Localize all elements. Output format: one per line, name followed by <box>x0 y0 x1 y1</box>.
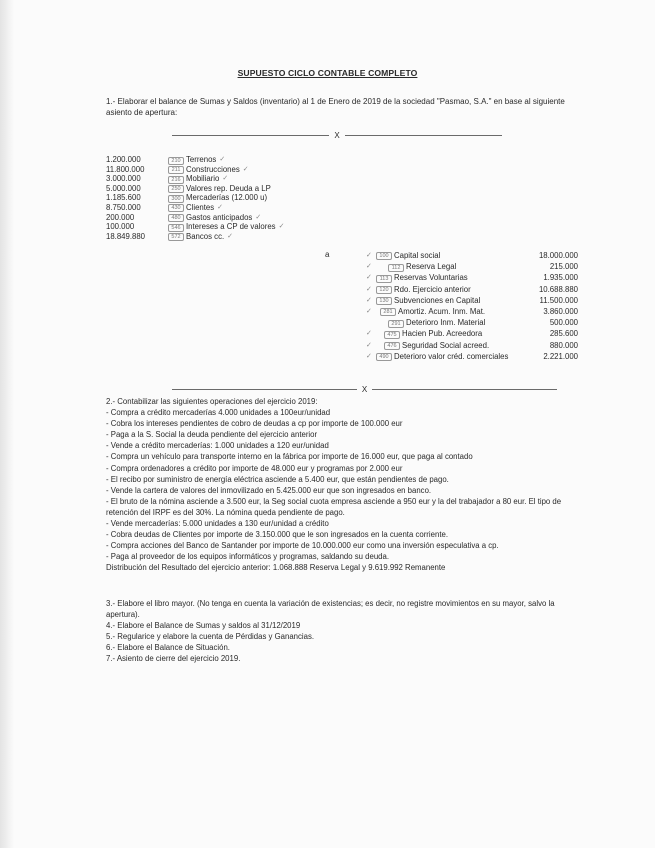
list-item: - El bruto de la nómina asciende a 3.500 eur, la Seg social cuota empresa asciende a 950 eur y la del trabajador a 80 eur. El tipo de retención del IRPF es del 30%. La nómina queda pendiente de pago. <box>106 496 562 517</box>
credit-amount: 880.000 <box>549 340 578 350</box>
debit-row <box>106 203 326 213</box>
debit-row <box>106 193 326 203</box>
account-code: 210 <box>168 157 184 165</box>
check-mark-icon: ✓ <box>366 263 372 271</box>
credit-amount: 500.000 <box>549 318 578 328</box>
list-item: - Vende mercaderías: 5.000 unidades a 130 eur/unidad a crédito <box>106 519 329 529</box>
list-item: 4.- Elabore el Balance de Sumas y saldos al 31/12/2019 <box>106 621 301 631</box>
document-title: SUPUESTO CICLO CONTABLE COMPLETO <box>237 68 418 78</box>
debit-row <box>106 184 326 194</box>
credit-account: Hacien Pub. Acreedora <box>402 329 483 339</box>
account-code: 572 <box>168 233 184 241</box>
check-mark-icon: ✓ <box>366 252 372 259</box>
credit-amount: 11.500.000 <box>539 295 578 305</box>
account-code: 250 <box>168 185 184 193</box>
debit-row <box>106 174 326 184</box>
list-item: - Compra a crédito mercaderías 4.000 unidades a 100eur/unidad <box>106 408 331 418</box>
list-item: - Cobra deudas de Clientes por importe de 3.150.000 que le son ingresados en la cuenta corriente. <box>106 530 448 540</box>
check-mark-icon: ✓ <box>366 352 372 360</box>
list-item: - Vende la cartera de valores del inmovilizado en 5.425.000 eur que son ingresados en banco. <box>106 485 432 495</box>
account-code: 475 <box>384 331 400 339</box>
debit-amount: 18.849.880 <box>106 231 146 241</box>
account-code: 130 <box>376 297 392 305</box>
check-mark-icon: ✓ <box>366 274 372 282</box>
credit-row <box>366 261 578 272</box>
list-item: - El recibo por suministro de energía eléctrica asciende a 5.400 eur, que están pendientes de pago. <box>106 474 449 484</box>
debit-amount: 200.000 <box>106 212 135 222</box>
credit-account: Rdo. Ejercicio anterior <box>394 284 471 294</box>
credit-row <box>366 328 578 339</box>
list-item: - Cobra los intereses pendientes de cobro de deudas a cp por importe de 100.000 eur <box>106 419 403 429</box>
check-mark-icon: ✓ <box>366 296 372 304</box>
debit-entries <box>106 155 326 241</box>
list-item: - Compra ordenadores a crédito por importe de 48.000 eur y programas por 2.000 eur <box>106 463 403 473</box>
debit-account: Construcciones <box>186 164 240 174</box>
credit-account: Subvenciones en Capital <box>394 295 481 305</box>
debit-account: Gastos anticipados <box>186 212 253 222</box>
account-code: 281 <box>380 308 396 316</box>
debit-amount: 5.000.000 <box>106 183 141 193</box>
debit-account: Intereses a CP de valores <box>186 222 276 232</box>
intro-paragraph: 1.- Elaborar el balance de Sumas y Saldos (inventario) al 1 de Enero de 2019 de la sociedad "Pasmao, S.A." en base al siguiente asiento de apertura: <box>106 97 565 117</box>
debit-account: Terrenos <box>186 155 217 164</box>
debit-account: Mercaderías (12.000 u) <box>186 193 268 203</box>
debit-amount: 1.185.600 <box>106 193 141 203</box>
check-mark-icon: ✓ <box>255 213 262 221</box>
credit-amount: 285.600 <box>549 329 578 339</box>
check-mark-icon: ✓ <box>278 223 285 231</box>
list-item: 7.- Asiento de cierre del ejercicio 2019. <box>106 654 241 664</box>
check-mark-icon: ✓ <box>366 308 372 316</box>
account-code: 291 <box>388 320 404 328</box>
debit-row <box>106 232 326 242</box>
account-code: 476 <box>384 342 400 350</box>
journal-connector: a <box>325 250 330 259</box>
credit-row <box>366 250 578 261</box>
list-item: 5.- Regularice y elabore la cuenta de Pérdidas y Ganancias. <box>106 632 315 642</box>
credit-amount: 10.688.880 <box>538 284 578 294</box>
account-code: 480 <box>168 214 184 222</box>
debit-amount: 11.800.000 <box>106 164 145 174</box>
credit-amount: 2.221.000 <box>543 351 578 361</box>
tasks-list <box>106 598 586 665</box>
debit-amount: 8.750.000 <box>106 202 141 212</box>
list-item: - Compra acciones del Banco de Santander por importe de 10.000.000 eur como una inversión especulativa a cp. <box>106 541 499 551</box>
operations-list <box>106 396 586 574</box>
separator-top <box>172 130 502 140</box>
debit-row <box>106 222 326 232</box>
separator-mark: X <box>334 130 340 140</box>
credit-amount: 1.935.000 <box>543 273 578 283</box>
account-code: 120 <box>376 286 392 294</box>
account-code: 113 <box>376 275 392 283</box>
credit-account: Capital social <box>394 251 441 260</box>
check-mark-icon: ✓ <box>366 341 372 349</box>
list-item: - Compra un vehículo para transporte interno en la fábrica por importe de 16.000 eur, que paga al contado <box>106 452 473 462</box>
debit-amount: 1.200.000 <box>106 155 141 164</box>
list-item: Distribución del Resultado del ejercicio anterior: 1.068.888 Reserva Legal y 9.619.992 Remanente <box>106 563 446 573</box>
credit-row <box>366 317 578 328</box>
account-code: 216 <box>168 176 184 184</box>
check-mark-icon: ✓ <box>219 156 226 163</box>
check-mark-icon: ✓ <box>222 175 229 183</box>
account-code: 100 <box>376 252 392 260</box>
credit-row <box>366 351 578 362</box>
credit-account: Amortiz. Acum. Inm. Mat. <box>398 307 486 317</box>
separator-mark: X <box>361 384 368 394</box>
credit-amount: 3.860.000 <box>543 307 578 317</box>
debit-row <box>106 165 326 175</box>
debit-amount: 100.000 <box>106 222 135 232</box>
check-mark-icon: ✓ <box>242 165 249 173</box>
account-code: 546 <box>168 224 184 232</box>
account-code: 112 <box>388 264 404 272</box>
debit-amount: 3.000.000 <box>106 174 141 184</box>
list-item: 2.- Contabilizar las siguientes operaciones del ejercicio 2019: <box>106 397 318 406</box>
debit-account: Mobiliario <box>186 174 220 184</box>
credit-row <box>366 306 578 317</box>
debit-account: Valores rep. Deuda a LP <box>186 183 271 193</box>
list-item: 6.- Elabore el Balance de Situación. <box>106 643 230 653</box>
credit-account: Reserva Legal <box>406 262 457 272</box>
account-code: 490 <box>376 353 392 361</box>
check-mark-icon: ✓ <box>366 330 372 338</box>
account-code: 211 <box>168 166 184 174</box>
debit-row <box>106 213 326 223</box>
credit-account: Deterioro valor créd. comerciales <box>394 351 509 361</box>
check-mark-icon: ✓ <box>217 203 224 211</box>
credit-account: Seguridad Social acreed. <box>402 340 490 350</box>
debit-row <box>106 155 326 165</box>
credit-row <box>366 340 578 351</box>
separator-middle <box>172 384 557 394</box>
list-item: - Paga al proveedor de los equipos informáticos y programas, saldando su deuda. <box>106 552 390 562</box>
debit-account: Bancos cc. <box>186 231 225 241</box>
list-item: - Paga a la S. Social la deuda pendiente del ejercicio anterior <box>106 430 318 440</box>
credit-entries <box>366 250 578 362</box>
credit-account: Reservas Voluntarias <box>394 273 468 283</box>
check-mark-icon: ✓ <box>227 232 234 240</box>
credit-row <box>366 272 578 283</box>
credit-amount: 215.000 <box>549 262 578 272</box>
credit-row <box>366 295 578 306</box>
list-item: - Vende a crédito mercaderías: 1.000 unidades a 120 eur/unidad <box>106 441 329 451</box>
account-code: 300 <box>168 195 184 203</box>
scan-edge <box>0 0 14 848</box>
credit-amount: 18.000.000 <box>538 251 578 260</box>
list-item: 3.- Elabore el libro mayor. (No tenga en cuenta la variación de existencias; es decir, no registre movimientos en su mayor, salvo la apertura). <box>106 599 555 620</box>
debit-account: Clientes <box>186 202 215 212</box>
credit-account: Deterioro Inm. Material <box>406 318 486 328</box>
credit-row <box>366 284 578 295</box>
check-mark-icon: ✓ <box>366 285 372 293</box>
account-code: 430 <box>168 204 184 212</box>
